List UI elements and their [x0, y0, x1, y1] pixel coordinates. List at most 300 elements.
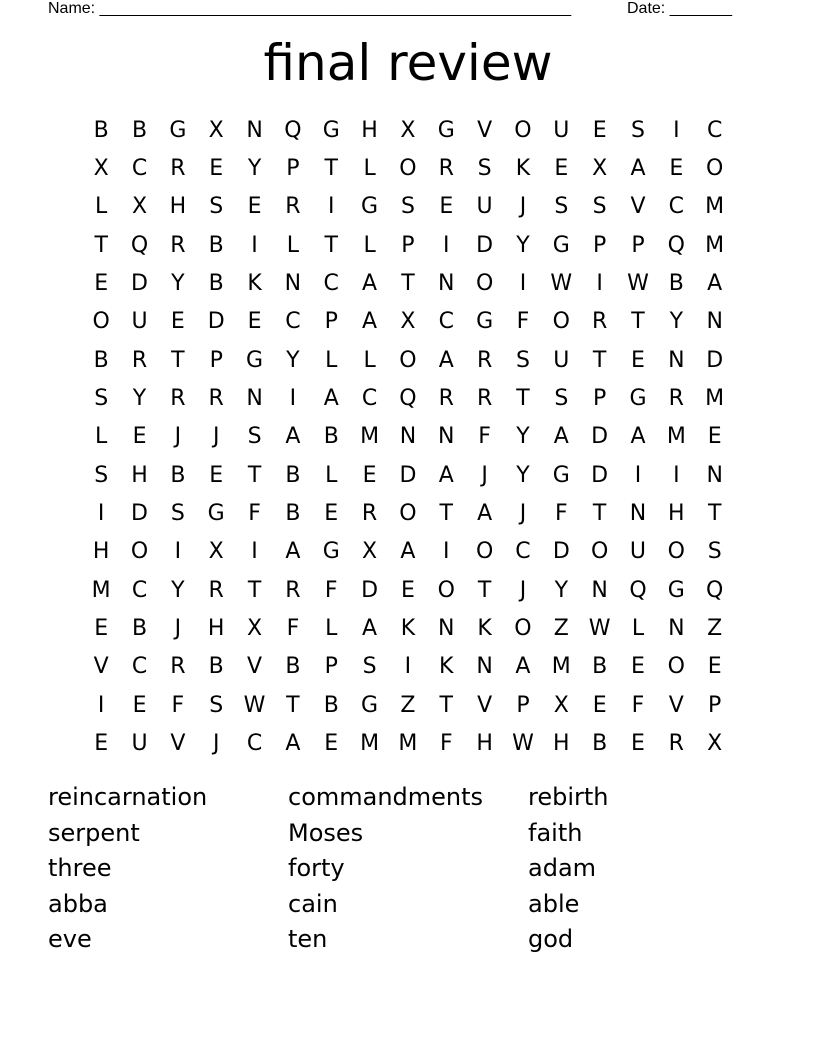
grid-letter: E — [94, 271, 109, 297]
grid-letter: C — [515, 539, 531, 565]
grid-letter: A — [477, 501, 493, 527]
grid-letter: D — [131, 271, 148, 297]
grid-letter: I — [97, 692, 105, 718]
grid-letter: G — [629, 386, 647, 412]
word-list-item: three — [48, 854, 112, 882]
grid-letter: R — [668, 731, 684, 757]
grid-letter: E — [324, 731, 339, 757]
grid-letter: G — [476, 309, 494, 335]
grid-letter: R — [170, 386, 186, 412]
grid-letter: I — [404, 654, 412, 680]
grid-letter: P — [209, 347, 223, 373]
grid-letter: B — [285, 501, 301, 527]
grid-letter: S — [362, 654, 377, 680]
grid-letter: W — [588, 616, 611, 642]
grid-letter: Y — [669, 309, 684, 335]
grid-letter: K — [439, 654, 454, 680]
grid-letter: I — [443, 539, 450, 565]
grid-letter: D — [591, 462, 609, 488]
grid-letter: V — [247, 654, 263, 680]
grid-letter: V — [477, 117, 493, 143]
grid-letter: T — [707, 501, 722, 527]
grid-letter: C — [323, 271, 339, 297]
grid-letter: S — [592, 194, 607, 220]
grid-letter: Q — [399, 386, 417, 412]
grid-letter: B — [592, 654, 608, 680]
grid-letter: P — [401, 232, 415, 258]
grid-letter: M — [360, 424, 380, 450]
grid-letter: P — [593, 232, 607, 258]
grid-letter: N — [668, 616, 685, 642]
grid-letter: J — [212, 731, 220, 757]
grid-letter: U — [553, 347, 570, 373]
grid-letter: D — [591, 424, 609, 450]
grid-letter: M — [705, 232, 725, 258]
grid-letter: S — [209, 194, 224, 220]
grid-letter: L — [95, 424, 108, 450]
grid-letter: N — [399, 424, 417, 450]
grid-letter: H — [361, 117, 378, 143]
grid-letter: E — [94, 731, 109, 757]
grid-letter: V — [170, 731, 186, 757]
grid-letter: A — [323, 386, 339, 412]
grid-letter: P — [324, 654, 338, 680]
grid-letter: G — [322, 539, 340, 565]
grid-letter: V — [668, 692, 684, 718]
grid-letter: E — [631, 654, 645, 680]
grid-letter: K — [247, 271, 262, 297]
grid-letter: R — [208, 577, 224, 603]
grid-letter: J — [481, 462, 488, 488]
grid-letter: M — [705, 386, 725, 412]
grid-letter: E — [132, 692, 147, 718]
grid-letter: A — [438, 347, 454, 373]
grid-letter: R — [668, 386, 684, 412]
grid-letter: T — [171, 347, 185, 373]
word-list-item: commandments — [288, 783, 484, 811]
grid-letter: R — [438, 156, 454, 182]
word-list-item: adam — [528, 854, 597, 882]
grid-letter: Y — [554, 577, 569, 603]
grid-letter: W — [243, 692, 266, 718]
grid-letter: O — [552, 309, 570, 335]
grid-letter: C — [668, 194, 685, 220]
grid-letter: W — [550, 271, 573, 297]
grid-letter: B — [208, 271, 224, 297]
grid-letter: O — [706, 156, 724, 182]
grid-letter: G — [322, 117, 340, 143]
grid-letter: C — [285, 309, 301, 335]
letter-grid — [82, 111, 734, 763]
grid-letter: B — [93, 347, 109, 373]
grid-letter: I — [519, 271, 527, 297]
grid-letter: E — [707, 654, 722, 680]
grid-letter: T — [247, 462, 262, 488]
grid-letter: O — [667, 539, 685, 565]
page-title: final review — [263, 34, 553, 92]
grid-letter: E — [631, 731, 645, 757]
grid-letter: S — [707, 539, 722, 565]
grid-letter: U — [629, 539, 647, 565]
grid-letter: A — [630, 156, 646, 182]
grid-letter: B — [285, 654, 301, 680]
grid-letter: F — [248, 501, 261, 527]
grid-letter: A — [285, 424, 301, 450]
grid-letter: X — [131, 194, 148, 220]
grid-letter: B — [323, 424, 339, 450]
grid-letter: W — [512, 731, 534, 757]
grid-letter: Y — [132, 386, 147, 412]
grid-letter: P — [516, 692, 530, 718]
word-list-item: cain — [288, 889, 338, 918]
grid-letter: T — [477, 577, 492, 603]
grid-letter: R — [170, 156, 186, 182]
grid-letter: E — [94, 616, 109, 642]
grid-letter: A — [362, 271, 378, 297]
grid-letter: I — [327, 194, 335, 220]
grid-letter: L — [325, 462, 338, 488]
grid-letter: N — [246, 117, 263, 143]
word-list-item: rebirth — [528, 783, 609, 811]
grid-letter: E — [247, 194, 262, 220]
grid-letter: B — [323, 692, 339, 718]
grid-letter: X — [208, 539, 224, 565]
grid-letter: L — [631, 616, 645, 642]
grid-letter: Q — [706, 577, 724, 603]
grid-letter: N — [476, 654, 493, 680]
grid-letter: E — [592, 117, 607, 143]
grid-letter: P — [593, 386, 607, 412]
grid-letter: A — [285, 539, 301, 565]
grid-letter: F — [286, 616, 300, 642]
grid-letter: L — [363, 232, 376, 258]
grid-letter: E — [592, 692, 607, 718]
date-line: Date: _______ — [627, 0, 732, 17]
grid-letter: A — [707, 271, 723, 297]
grid-letter: G — [169, 117, 187, 143]
grid-letter: I — [443, 232, 450, 258]
grid-letter: D — [706, 347, 724, 373]
grid-letter: R — [438, 386, 454, 412]
grid-letter: W — [627, 271, 649, 297]
grid-letter: T — [94, 232, 108, 258]
grid-letter: Z — [553, 616, 569, 642]
grid-letter: L — [363, 347, 376, 373]
grid-letter: R — [285, 577, 301, 603]
grid-letter: L — [325, 347, 338, 373]
grid-letter: D — [476, 232, 494, 258]
grid-letter: T — [516, 386, 530, 412]
grid-letter: Z — [400, 692, 416, 718]
grid-letter: G — [207, 501, 225, 527]
grid-letter: C — [706, 117, 723, 143]
grid-letter: B — [131, 616, 148, 642]
grid-letter: D — [399, 462, 417, 488]
grid-letter: O — [92, 309, 110, 335]
grid-letter: F — [171, 692, 185, 718]
grid-letter: S — [554, 194, 569, 220]
grid-letter: R — [361, 501, 378, 527]
grid-letter: X — [362, 539, 378, 565]
grid-letter: F — [631, 692, 645, 718]
grid-letter: J — [212, 424, 220, 450]
grid-letter: A — [400, 539, 416, 565]
grid-letter: G — [552, 462, 570, 488]
grid-letter: E — [669, 156, 684, 182]
grid-letter: Q — [667, 232, 685, 258]
grid-letter: N — [591, 577, 608, 603]
grid-letter: E — [439, 194, 454, 220]
grid-letter: F — [439, 731, 453, 757]
word-list-item: Moses — [288, 818, 364, 847]
grid-letter: A — [285, 731, 301, 757]
grid-letter: N — [438, 271, 455, 297]
grid-letter: Z — [707, 616, 723, 642]
grid-letter: O — [514, 616, 532, 642]
grid-letter: E — [132, 424, 147, 450]
grid-letter: H — [668, 501, 685, 527]
grid-letter: F — [478, 424, 491, 450]
grid-letter: O — [475, 539, 494, 565]
grid-letter: L — [325, 616, 338, 642]
grid-letter: I — [251, 539, 258, 565]
word-list-item: ten — [288, 925, 328, 953]
grid-letter: R — [208, 386, 224, 412]
grid-letter: Y — [171, 577, 185, 603]
grid-letter: R — [476, 386, 493, 412]
grid-letter: O — [475, 271, 494, 297]
grid-letter: M — [705, 194, 725, 220]
grid-letter: F — [516, 309, 530, 335]
grid-letter: I — [289, 386, 297, 412]
grid-letter: T — [401, 271, 415, 297]
grid-letter: P — [286, 156, 300, 182]
grid-letter: B — [208, 654, 224, 680]
grid-letter: O — [437, 577, 455, 603]
word-list-item: reincarnation — [48, 783, 208, 811]
grid-letter: T — [592, 347, 607, 373]
grid-letter: Y — [516, 462, 530, 488]
grid-letter: I — [596, 271, 603, 297]
grid-letter: U — [131, 731, 148, 757]
grid-letter: Q — [284, 117, 302, 143]
grid-letter: H — [169, 194, 187, 220]
grid-letter: Y — [516, 232, 530, 258]
grid-letter: H — [207, 616, 225, 642]
grid-letter: V — [630, 194, 646, 220]
grid-letter: N — [668, 347, 685, 373]
grid-letter: J — [519, 501, 527, 527]
grid-letter: Y — [516, 424, 530, 450]
grid-letter: E — [170, 309, 185, 335]
grid-letter: L — [286, 232, 300, 258]
grid-letter: U — [553, 117, 570, 143]
grid-letter: I — [634, 462, 642, 488]
grid-letter: E — [209, 462, 224, 488]
word-list-item: god — [528, 925, 574, 953]
grid-letter: I — [673, 462, 680, 488]
grid-letter: E — [362, 462, 377, 488]
grid-letter: O — [130, 539, 149, 565]
grid-letter: B — [285, 462, 301, 488]
grid-letter: I — [174, 539, 182, 565]
grid-letter: O — [667, 654, 685, 680]
grid-letter: Q — [130, 232, 149, 258]
grid-letter: N — [438, 424, 455, 450]
grid-letter: D — [552, 539, 570, 565]
grid-letter: C — [131, 156, 148, 182]
grid-letter: G — [667, 577, 685, 603]
grid-letter: P — [708, 692, 722, 718]
grid-letter: Y — [171, 271, 185, 297]
grid-letter: E — [247, 309, 262, 335]
grid-letter: B — [592, 731, 608, 757]
grid-letter: A — [362, 616, 378, 642]
grid-letter: N — [629, 501, 647, 527]
grid-letter: E — [631, 347, 645, 373]
grid-letter: R — [285, 194, 301, 220]
grid-letter: N — [706, 462, 723, 488]
grid-letter: K — [515, 156, 531, 182]
grid-letter: X — [553, 692, 569, 718]
grid-letter: P — [324, 309, 338, 335]
grid-letter: V — [477, 692, 493, 718]
grid-letter: R — [591, 309, 608, 335]
grid-letter: B — [93, 117, 109, 143]
grid-letter: R — [170, 232, 186, 258]
grid-letter: C — [246, 731, 263, 757]
grid-letter: Q — [629, 577, 647, 603]
grid-letter: I — [97, 501, 105, 527]
grid-letter: M — [91, 577, 111, 603]
grid-letter: H — [553, 731, 570, 757]
grid-letter: O — [514, 117, 532, 143]
grid-letter: O — [590, 539, 609, 565]
grid-letter: D — [361, 577, 379, 603]
grid-letter: O — [399, 347, 417, 373]
grid-letter: E — [209, 156, 224, 182]
word-list — [48, 780, 768, 958]
grid-letter: L — [95, 194, 108, 220]
grid-letter: J — [519, 577, 527, 603]
grid-letter: J — [174, 616, 182, 642]
grid-letter: S — [631, 117, 645, 143]
grid-letter: C — [131, 654, 148, 680]
grid-letter: S — [477, 156, 492, 182]
grid-letter: I — [251, 232, 258, 258]
grid-letter: H — [476, 731, 493, 757]
grid-letter: T — [324, 156, 338, 182]
grid-letter: E — [707, 424, 722, 450]
grid-letter: B — [208, 232, 224, 258]
word-list-item: forty — [288, 854, 345, 882]
grid-letter: K — [400, 616, 416, 642]
grid-letter: J — [519, 194, 527, 220]
grid-letter: I — [673, 117, 680, 143]
name-line: Name: _____________________________________________________ — [48, 0, 572, 17]
grid-letter: M — [360, 731, 380, 757]
grid-letter: U — [131, 309, 148, 335]
grid-letter: S — [554, 386, 569, 412]
grid-letter: O — [399, 156, 417, 182]
word-list-item: able — [528, 889, 580, 918]
grid-letter: X — [400, 117, 416, 143]
grid-letter: T — [247, 577, 262, 603]
grid-letter: S — [515, 347, 530, 373]
grid-letter: T — [286, 692, 300, 718]
grid-letter: G — [361, 194, 379, 220]
grid-letter: Y — [286, 347, 300, 373]
grid-letter: N — [706, 309, 723, 335]
grid-letter: A — [630, 424, 646, 450]
grid-letter: S — [247, 424, 262, 450]
grid-letter: N — [284, 271, 302, 297]
word-list-item: eve — [48, 925, 92, 953]
grid-letter: A — [553, 424, 569, 450]
grid-letter: R — [131, 347, 148, 373]
word-list-item: serpent — [48, 818, 140, 847]
worksheet-header — [48, 0, 768, 18]
grid-letter: X — [400, 309, 416, 335]
grid-letter: T — [439, 501, 453, 527]
grid-letter: A — [362, 309, 378, 335]
grid-letter: V — [93, 654, 109, 680]
grid-letter: Y — [247, 156, 262, 182]
grid-letter: D — [207, 309, 225, 335]
grid-letter: J — [174, 424, 182, 450]
grid-letter: H — [131, 462, 148, 488]
grid-letter: X — [93, 156, 109, 182]
word-list-item: abba — [48, 889, 108, 918]
grid-letter: U — [476, 194, 493, 220]
grid-letter: X — [247, 616, 263, 642]
grid-letter: T — [631, 309, 645, 335]
grid-letter: A — [438, 462, 454, 488]
grid-letter: H — [92, 539, 110, 565]
grid-letter: S — [94, 386, 109, 412]
grid-letter: K — [477, 616, 492, 642]
grid-letter: G — [361, 692, 379, 718]
grid-letter: X — [707, 731, 723, 757]
grid-letter: D — [131, 501, 148, 527]
grid-letter: X — [592, 156, 608, 182]
grid-letter: S — [400, 194, 415, 220]
grid-letter: G — [246, 347, 264, 373]
grid-letter: N — [246, 386, 263, 412]
grid-letter: T — [324, 232, 338, 258]
grid-letter: B — [131, 117, 148, 143]
grid-letter: S — [94, 462, 109, 488]
grid-letter: S — [209, 692, 224, 718]
grid-letter: P — [631, 232, 645, 258]
grid-letter: R — [170, 654, 186, 680]
grid-letter: B — [170, 462, 186, 488]
grid-letter: X — [208, 117, 224, 143]
grid-letter: R — [476, 347, 493, 373]
grid-letter: C — [131, 577, 148, 603]
grid-letter: N — [438, 616, 455, 642]
grid-letter: L — [363, 156, 376, 182]
grid-letter: F — [324, 577, 338, 603]
grid-letter: M — [551, 654, 571, 680]
grid-letter: B — [668, 271, 684, 297]
word-list-item: faith — [528, 818, 583, 847]
grid-letter: G — [437, 117, 455, 143]
grid-letter: E — [324, 501, 339, 527]
grid-letter: E — [554, 156, 569, 182]
grid-letter: C — [361, 386, 378, 412]
grid-letter: A — [515, 654, 531, 680]
